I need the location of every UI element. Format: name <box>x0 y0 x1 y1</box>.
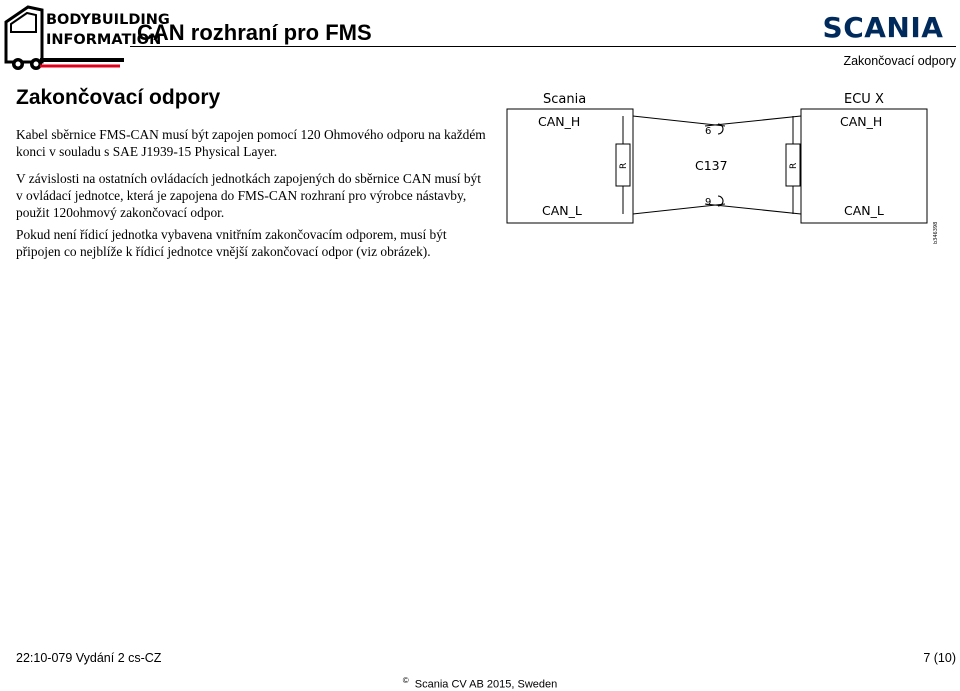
paragraph-termination-requirement: Kabel sběrnice FMS-CAN musí být zapojen pomocí 120 Ohmového odporu na každém konci v souladu s SAE J1939-15 Physical Layer. <box>16 127 486 159</box>
logo-text-information: INFORMATION <box>46 32 162 48</box>
header-section-label: Zakončovací odpory <box>843 54 956 68</box>
document-title: CAN rozhraní pro FMS <box>137 20 372 45</box>
figure-id-label: b346398 <box>933 221 939 244</box>
header-divider <box>130 46 956 47</box>
pin-6-label: 6 <box>705 126 712 137</box>
resistor-right-label: R <box>789 162 799 169</box>
ecu-x-can-l-label: CAN_L <box>844 203 884 218</box>
resistor-left-label: R <box>619 162 629 169</box>
section-heading: Zakončovací odpory <box>16 86 221 109</box>
scania-logo-text: SCANIA <box>822 11 944 44</box>
connector-label: C137 <box>695 158 728 173</box>
logo-text-bodybuilding: BODYBUILDING <box>46 12 170 28</box>
scania-can-h-label: CAN_H <box>538 114 581 129</box>
document-number: 22:10-079 Vydání 2 cs-CZ <box>16 651 162 665</box>
can-h-wire-left <box>633 116 725 126</box>
pin-9-label: 9 <box>705 197 712 208</box>
ecu-x-unit-label: ECU X <box>844 92 884 107</box>
bodybuilding-information-logo <box>2 2 170 72</box>
paragraph-external-resistor: Pokud není řídicí jednotka vybavena vnitřním zakončovacím odporem, musí být připojen co nejblíže k řídicí jednotce vnější zakončovací odpor (viz obrázek). <box>16 227 447 259</box>
termination-wiring-diagram <box>505 86 945 256</box>
scania-logo <box>808 12 958 42</box>
ecu-x-can-h-label: CAN_H <box>840 114 883 129</box>
page-number: 7 (10) <box>923 651 956 665</box>
scania-can-l-label: CAN_L <box>542 203 582 218</box>
copyright-symbol: © <box>402 676 409 685</box>
copyright-notice <box>0 676 960 691</box>
copyright-text: Scania CV AB 2015, Sweden <box>414 678 558 691</box>
paragraph-bodybuilder-ecu: V závislosti na ostatních ovládacích jednotkách zapojených do sběrnice CAN musí být v ovládací jednotce, která je zapojena do FMS-CAN rozhraní pro výrobce nástavby, použit 120ohmový zakončovací odpor. <box>16 171 481 220</box>
scania-unit-label: Scania <box>543 92 587 107</box>
